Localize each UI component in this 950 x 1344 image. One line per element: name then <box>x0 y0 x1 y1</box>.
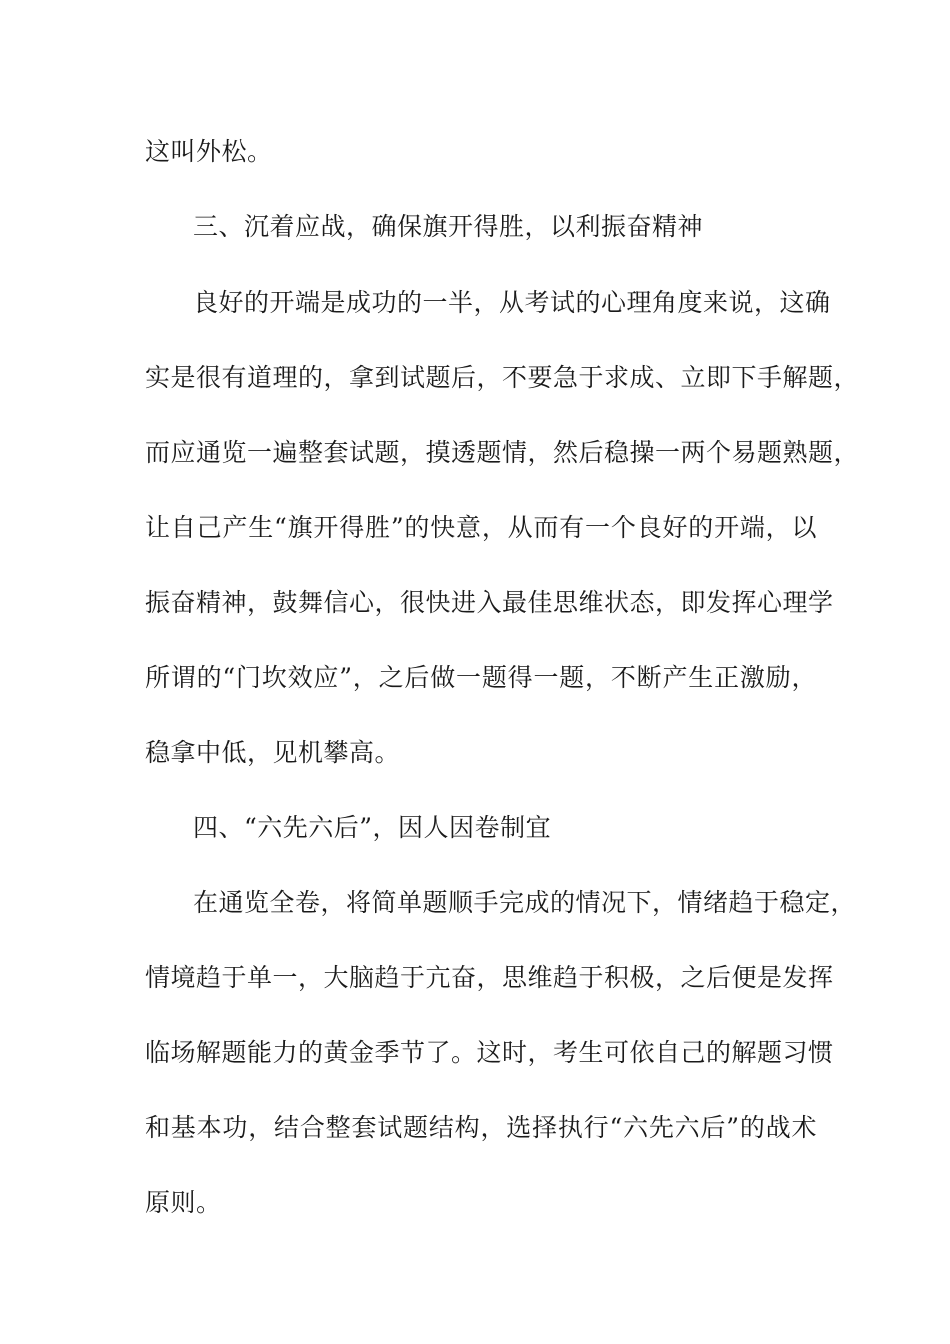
text-line: 振奋精神，鼓舞信心，很快进入最佳思维状态，即发挥心理学 <box>145 588 834 617</box>
text-line: 稳拿中低，见机攀高。 <box>145 738 401 767</box>
text-line: 和基本功，结合整套试题结构，选择执行“六先六后”的战术 <box>145 1113 817 1142</box>
text-line: 原则。 <box>145 1188 222 1217</box>
text-line: 在通览全卷，将简单题顺手完成的情况下，情绪趋于稳定， <box>193 888 857 917</box>
text-line: 所谓的“门坎效应”，之后做一题得一题，不断产生正激励， <box>145 663 817 692</box>
text-line: 良好的开端是成功的一半，从考试的心理角度来说，这确 <box>193 288 831 317</box>
text-line: 情境趋于单一，大脑趋于亢奋，思维趋于积极，之后便是发挥 <box>145 963 834 992</box>
text-line: 而应通览一遍整套试题，摸透题情，然后稳操一两个易题熟题， <box>145 438 860 467</box>
section-heading: 三、沉着应战，确保旗开得胜，以利振奋精神 <box>193 212 704 241</box>
text-line: 临场解题能力的黄金季节了。这时，考生可依自己的解题习惯 <box>145 1038 834 1067</box>
text-line: 让自己产生“旗开得胜”的快意，从而有一个良好的开端，以 <box>145 513 817 542</box>
section-heading: 四、“六先六后”，因人因卷制宜 <box>193 813 552 842</box>
text-line: 这叫外松。 <box>145 137 273 166</box>
text-line: 实是很有道理的，拿到试题后，不要急于求成、立即下手解题， <box>145 363 860 392</box>
